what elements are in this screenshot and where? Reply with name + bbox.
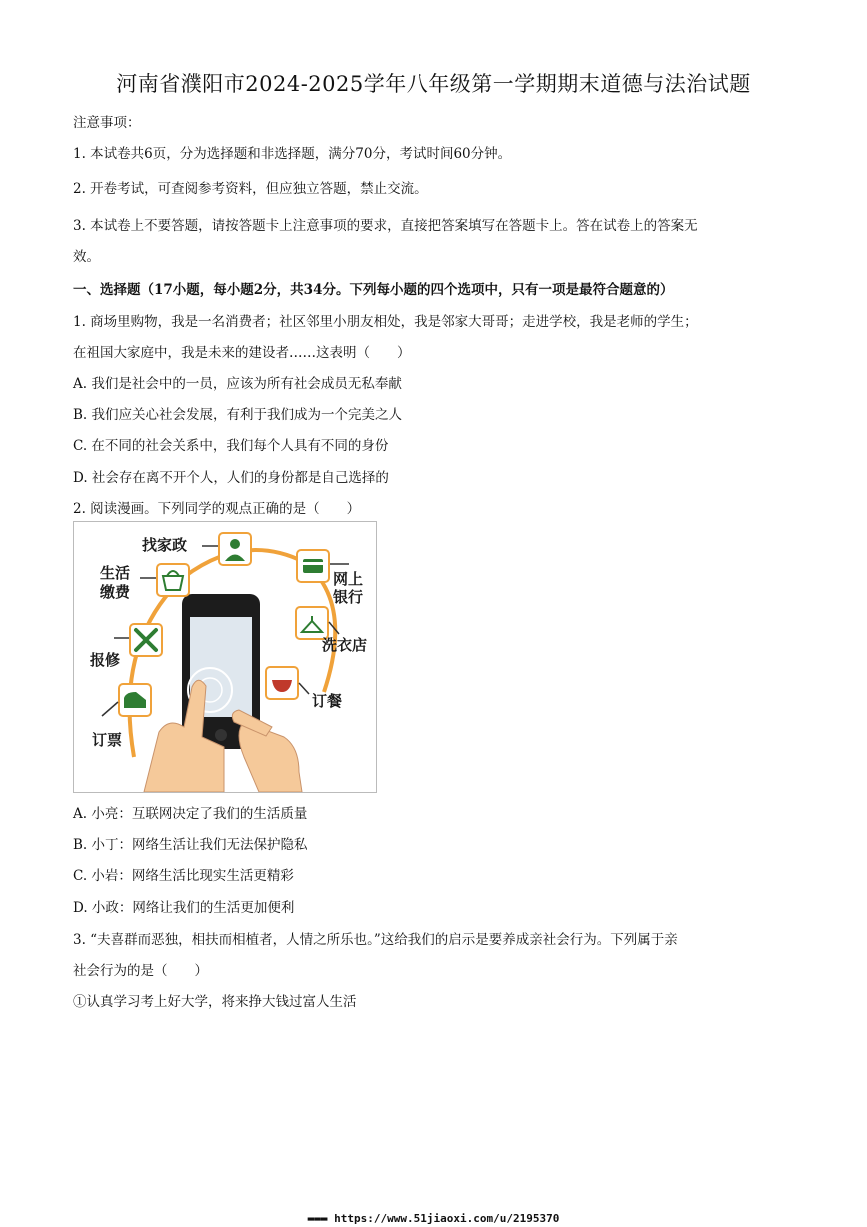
- label-utility-1: 生活: [100, 564, 131, 582]
- q1-option-d: D. 社会存在离不开个人，人们的身份都是自己选择的: [73, 470, 389, 486]
- q3-option-1: ①认真学习考上好大学，将来挣大钱过富人生活: [73, 994, 357, 1010]
- q2-option-d: D. 小政：网络让我们的生活更加便利: [73, 900, 295, 916]
- q2-option-a: A. 小亮：互联网决定了我们的生活质量: [73, 806, 308, 822]
- label-laundry: 洗衣店: [322, 636, 368, 654]
- label-banking-2: 银行: [333, 588, 364, 606]
- notice-item-2: 2. 开卷考试，可查阅参考资料，但应独立答题，禁止交流。: [73, 181, 428, 197]
- online-banking-icon: [297, 550, 329, 582]
- q1-stem-line1: 1. 商场里购物，我是一名消费者；社区邻里小朋友相处，我是邻家大哥哥；走进学校，我是老师的学生；: [73, 314, 698, 330]
- laundry-icon: [296, 607, 328, 639]
- q1-stem-line2: 在祖国大家庭中，我是未来的建设者……这表明（ ）: [73, 345, 411, 361]
- q3-stem-line2: 社会行为的是（ ）: [73, 963, 208, 979]
- notice-item-1: 1. 本试卷共6页，分为选择题和非选择题，满分70分，考试时间60分钟。: [73, 146, 512, 162]
- label-ticket: 订票: [92, 731, 123, 749]
- notice-heading: 注意事项：: [73, 115, 141, 131]
- notice-item-3-cont: 效。: [73, 249, 100, 265]
- q2-option-c: C. 小岩：网络生活比现实生活更精彩: [73, 868, 294, 884]
- ticket-booking-icon: [119, 684, 151, 716]
- footer-url[interactable]: ▬▬▬ https://www.51jiaoxi.com/u/2195370: [307, 1212, 560, 1225]
- housekeeping-icon: [219, 533, 251, 565]
- q1-option-c: C. 在不同的社会关系中，我们每个人具有不同的身份: [73, 438, 389, 454]
- section-heading: 一、选择题（17小题，每小题2分，共34分。下列每小题的四个选项中，只有一项是最符合题意的）: [73, 282, 674, 298]
- label-utility-2: 缴费: [100, 583, 131, 601]
- label-meal: 订餐: [312, 692, 343, 710]
- q1-option-a: A. 我们是社会中的一员，应该为所有社会成员无私奉献: [73, 376, 402, 392]
- q1-option-b: B. 我们应关心社会发展，有利于我们成为一个完美之人: [73, 407, 403, 423]
- repair-icon: [130, 624, 162, 656]
- notice-item-3: 3. 本试卷上不要答题，请按答题卡上注意事项的要求，直接把答案填写在答题卡上。答在试卷上的答案无: [73, 218, 698, 234]
- label-repair: 报修: [90, 651, 121, 669]
- page-title: 河南省濮阳市2024-2025学年八年级第一学期期末道德与法治试题: [116, 72, 751, 96]
- meal-order-icon: [266, 667, 298, 699]
- q2-stem: 2. 阅读漫画。下列同学的观点正确的是（ ）: [73, 501, 361, 517]
- q3-stem-line1: 3. “夫喜群而恶独，相扶而相植者，人情之所乐也。”这给我们的启示是要养成亲社会行为。下列属于亲: [73, 932, 678, 948]
- utility-payment-icon: [157, 564, 189, 596]
- label-housekeeping: 找家政: [142, 536, 188, 554]
- q2-cartoon-figure: [73, 521, 377, 793]
- phone-services-illustration: [74, 522, 376, 792]
- q2-option-b: B. 小丁：网络生活让我们无法保护隐私: [73, 837, 308, 853]
- label-banking-1: 网上: [333, 570, 364, 588]
